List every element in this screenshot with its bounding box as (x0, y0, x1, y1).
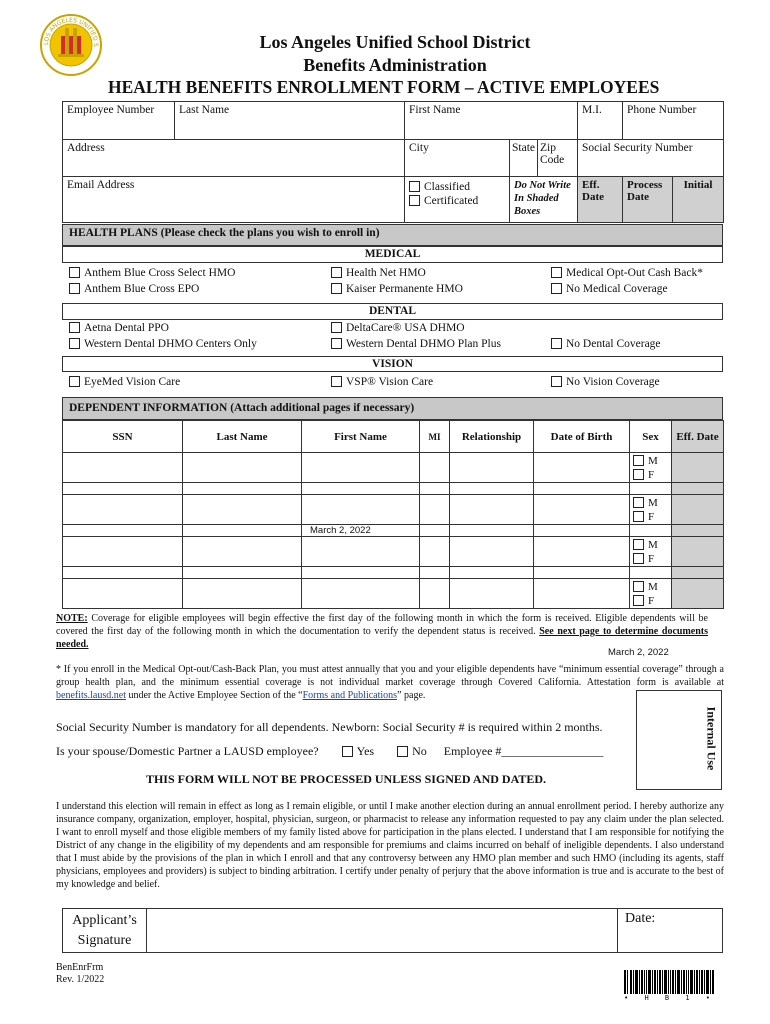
medical-options (69, 267, 719, 301)
plan-eyemed[interactable]: EyeMed Vision Care (69, 376, 180, 388)
seal-text: LOS ANGELES UNIFIED S (42, 16, 100, 47)
anthem-select-hmo-checkbox[interactable] (69, 267, 80, 278)
dependent-spacer-row (63, 567, 724, 579)
dep-last-name-input[interactable] (183, 495, 302, 525)
district-name: Los Angeles Unified School District (259, 32, 531, 52)
note-date: March 2, 2022 (608, 647, 669, 658)
opt-out-note: * If you enroll in the Medical Opt-out/Cash-Back Plan, you must attest annually that you and your eligible dependents have “minimum essential coverage” through a group health plan, and the minimum essential coverage is not individual market coverage through Covered California. Attestation form is available at benefits.lausd.net under the Active Employee Section of the “Forms and Publications” page. (56, 664, 724, 701)
dep-last-name-input[interactable] (183, 453, 302, 483)
not-processed-warning: THIS FORM WILL NOT BE PROCESSED UNLESS SIGNED AND DATED. (145, 772, 547, 786)
dep-last-name-input[interactable] (183, 537, 302, 567)
note-docs-link: See next page to determine documents needed. (56, 626, 708, 650)
first-name-field[interactable]: First Name (405, 102, 578, 140)
dependent-row (63, 579, 724, 609)
address-field[interactable]: Address (63, 140, 405, 177)
sex-m-option[interactable]: M (633, 580, 668, 594)
sex-f-option[interactable]: F (633, 468, 668, 482)
col-dob: Date of Birth (534, 421, 630, 453)
health-net-hmo-checkbox[interactable] (331, 267, 342, 278)
sex-f-checkbox[interactable] (633, 595, 644, 606)
certificated-checkbox[interactable] (409, 195, 420, 206)
certificated-option[interactable]: Certificated (409, 195, 505, 207)
spouse-yes-option[interactable]: Yes (342, 744, 374, 758)
phone-field[interactable]: Phone Number (623, 102, 724, 140)
medical-header: MEDICAL (62, 246, 723, 263)
sex-f-option[interactable]: F (633, 552, 668, 566)
spouse-question-row (56, 744, 636, 759)
sex-f-checkbox[interactable] (633, 469, 644, 480)
dep-mi-input[interactable] (420, 537, 450, 567)
form-revision: Rev. 1/2022 (56, 974, 105, 985)
aetna-dental-checkbox[interactable] (69, 322, 80, 333)
state-field[interactable]: State (510, 140, 538, 176)
dep-mi-input[interactable] (420, 579, 450, 609)
plan-western-dental-plus[interactable]: Western Dental DHMO Plan Plus (331, 338, 501, 350)
dep-mi-input[interactable] (420, 453, 450, 483)
ssn-mandatory-text: Social Security Number is mandatory for all dependents. Newborn: Social Security # is required within 2 months. (56, 720, 603, 734)
dep-ssn-input[interactable] (63, 453, 183, 483)
coverage-note (56, 612, 708, 651)
dep-relationship-input[interactable] (450, 579, 534, 609)
dep-dob-input[interactable] (534, 579, 630, 609)
plan-deltacare[interactable]: DeltaCare® USA DHMO (331, 322, 465, 334)
dep-eff-date-shaded (672, 453, 724, 483)
spouse-yes-checkbox[interactable] (342, 746, 353, 757)
vsp-checkbox[interactable] (331, 376, 342, 387)
dependent-spacer-row (63, 483, 724, 495)
col-ssn: SSN (63, 421, 183, 453)
sex-f-option[interactable]: F (633, 510, 668, 524)
sex-f-option[interactable]: F (633, 594, 668, 608)
internal-use-box (636, 690, 722, 790)
col-mi: MI (420, 421, 450, 453)
benefits-site-link[interactable]: benefits.lausd.net (56, 690, 126, 701)
sex-m-checkbox[interactable] (633, 539, 644, 550)
col-eff-date: Eff. Date (672, 421, 724, 453)
plan-no-vision[interactable]: No Vision Coverage (551, 376, 660, 388)
last-name-field[interactable]: Last Name (175, 102, 405, 140)
anthem-epo-checkbox[interactable] (69, 283, 80, 294)
internal-use-label: Internal Use (704, 706, 719, 771)
ssn-field[interactable]: Social Security Number (578, 140, 724, 177)
dep-relationship-input[interactable] (450, 453, 534, 483)
dental-header: DENTAL (62, 303, 723, 320)
classified-checkbox[interactable] (409, 181, 420, 192)
eyemed-checkbox[interactable] (69, 376, 80, 387)
do-not-write-note: Do Not Write In Shaded Boxes (510, 177, 578, 223)
no-dental-checkbox[interactable] (551, 338, 562, 349)
dep-ssn-input[interactable] (63, 537, 183, 567)
western-dental-centers-checkbox[interactable] (69, 338, 80, 349)
col-first-name: First Name (302, 421, 420, 453)
plan-anthem-epo[interactable]: Anthem Blue Cross EPO (69, 283, 199, 295)
plan-kaiser-hmo[interactable]: Kaiser Permanente HMO (331, 283, 463, 295)
note-text: Coverage for eligible employees will begin effective the first day of the following month in which the form is received. Eligible dependents will be covered the first day of the following month in which the documentation to verify the dependent status is received. (56, 613, 708, 637)
district-seal-logo (40, 14, 102, 76)
sex-m-checkbox[interactable] (633, 581, 644, 592)
sex-m-option[interactable]: M (633, 496, 668, 510)
spouse-no-option[interactable]: No (397, 744, 427, 758)
western-dental-plus-checkbox[interactable] (331, 338, 342, 349)
plan-no-medical[interactable]: No Medical Coverage (551, 283, 668, 295)
dependent-row (63, 453, 724, 483)
spouse-question: Is your spouse/Domestic Partner a LAUSD employee? (56, 744, 319, 758)
dep-ssn-input[interactable] (63, 495, 183, 525)
col-last-name: Last Name (183, 421, 302, 453)
dependent-row (63, 537, 724, 567)
sex-f-checkbox[interactable] (633, 511, 644, 522)
dependent-info-header: DEPENDENT INFORMATION (Attach additional pages if necessary) (62, 397, 723, 420)
plan-medical-opt-out[interactable]: Medical Opt-Out Cash Back* (551, 267, 703, 279)
dep-ssn-input[interactable] (63, 579, 183, 609)
form-title: HEALTH BENEFITS ENROLLMENT FORM – ACTIVE EMPLOYEES (108, 77, 660, 97)
department-name: Benefits Administration (303, 55, 487, 75)
dep-first-name-input[interactable] (302, 453, 420, 483)
classified-option[interactable]: Classified (409, 181, 505, 193)
plan-aetna-dental[interactable]: Aetna Dental PPO (69, 322, 169, 334)
sex-m-option[interactable]: M (633, 538, 668, 552)
sex-f-checkbox[interactable] (633, 553, 644, 564)
stamp-date: March 2, 2022 (302, 525, 420, 537)
form-code: BenEnrFrm (56, 962, 104, 973)
medical-opt-out-checkbox[interactable] (551, 267, 562, 278)
barcode (624, 970, 716, 1000)
mi-field[interactable]: M.I. (578, 102, 623, 140)
initial-shaded: Initial (673, 177, 724, 223)
dependent-spacer-row (63, 525, 724, 537)
zip-field[interactable]: Zip Code (540, 142, 565, 166)
dep-first-name-input[interactable] (302, 579, 420, 609)
dep-first-name-input[interactable] (302, 495, 420, 525)
col-relationship: Relationship (450, 421, 534, 453)
employee-number-field[interactable]: Employee Number (63, 102, 175, 140)
vision-header: VISION (62, 356, 723, 372)
forms-publications-link[interactable]: Forms and Publications (302, 690, 398, 701)
no-medical-checkbox[interactable] (551, 283, 562, 294)
date-label: Date: (625, 911, 656, 926)
dep-dob-input[interactable] (534, 453, 630, 483)
spouse-employee-number[interactable]: Employee #_________________ (443, 744, 604, 758)
process-date-shaded: Process Date (623, 177, 673, 223)
sex-m-checkbox[interactable] (633, 497, 644, 508)
eff-date-shaded: Eff. Date (578, 177, 623, 223)
note-label: NOTE: (56, 613, 88, 624)
dep-last-name-input[interactable] (183, 579, 302, 609)
sex-m-checkbox[interactable] (633, 455, 644, 466)
spouse-no-checkbox[interactable] (397, 746, 408, 757)
dep-eff-date-shaded (672, 495, 724, 525)
dep-dob-input[interactable] (534, 495, 630, 525)
dependent-row (63, 495, 724, 525)
health-plans-header: HEALTH PLANS (Please check the plans you wish to enroll in) (62, 224, 723, 246)
dep-eff-date-shaded (672, 579, 724, 609)
dep-relationship-input[interactable] (450, 537, 534, 567)
vision-options (69, 376, 719, 394)
plan-no-dental[interactable]: No Dental Coverage (551, 338, 661, 350)
plan-vsp[interactable]: VSP® Vision Care (331, 376, 433, 388)
city-field[interactable]: City (405, 140, 510, 177)
date-input[interactable] (621, 909, 721, 952)
applicant-signature-label: Applicant’s Signature (63, 909, 147, 952)
dep-mi-input[interactable] (420, 495, 450, 525)
plan-western-dental-centers[interactable]: Western Dental DHMO Centers Only (69, 338, 257, 350)
certification-text: I understand this election will remain in effect as long as I remain eligible, or until I make another election during an annual enrollment period. I hereby authorize any insurance company, organization, employer, hospital, physician, surgeon, or pharmacist to release any information requested to pay any claim under the plan selected. I want to enroll myself and those eligible members of my family listed above for participation in the plans elected. I understand that I am responsible for notifying the District of any change in the eligibility of my dependents and am responsible for premiums and claims incurred on behalf of ineligible dependents. I also understand that I must abide by the provisions of the plan in which I enroll and that any controversy between any HMO plan member and such HMO (including its agents, staff physicians, employees and providers) is subject to binding arbitration. I certify under penalty of perjury that the above information is true and is accurate to the best of my knowledge and belief. (56, 801, 724, 890)
dep-dob-input[interactable] (534, 537, 630, 567)
dental-options (69, 322, 719, 356)
sex-m-option[interactable]: M (633, 454, 668, 468)
col-sex: Sex (630, 421, 672, 453)
kaiser-hmo-checkbox[interactable] (331, 283, 342, 294)
plan-health-net-hmo[interactable]: Health Net HMO (331, 267, 426, 279)
employee-info-grid (62, 101, 723, 223)
barcode-text: • H B 1 • (624, 994, 716, 1002)
dep-eff-date-shaded (672, 537, 724, 567)
signature-input[interactable] (148, 909, 618, 952)
no-vision-checkbox[interactable] (551, 376, 562, 387)
dep-relationship-input[interactable] (450, 495, 534, 525)
dependents-table (62, 420, 723, 609)
signature-box (62, 908, 723, 953)
dep-first-name-input[interactable] (302, 537, 420, 567)
plan-anthem-select-hmo[interactable]: Anthem Blue Cross Select HMO (69, 267, 235, 279)
email-field[interactable]: Email Address (63, 177, 405, 223)
deltacare-checkbox[interactable] (331, 322, 342, 333)
